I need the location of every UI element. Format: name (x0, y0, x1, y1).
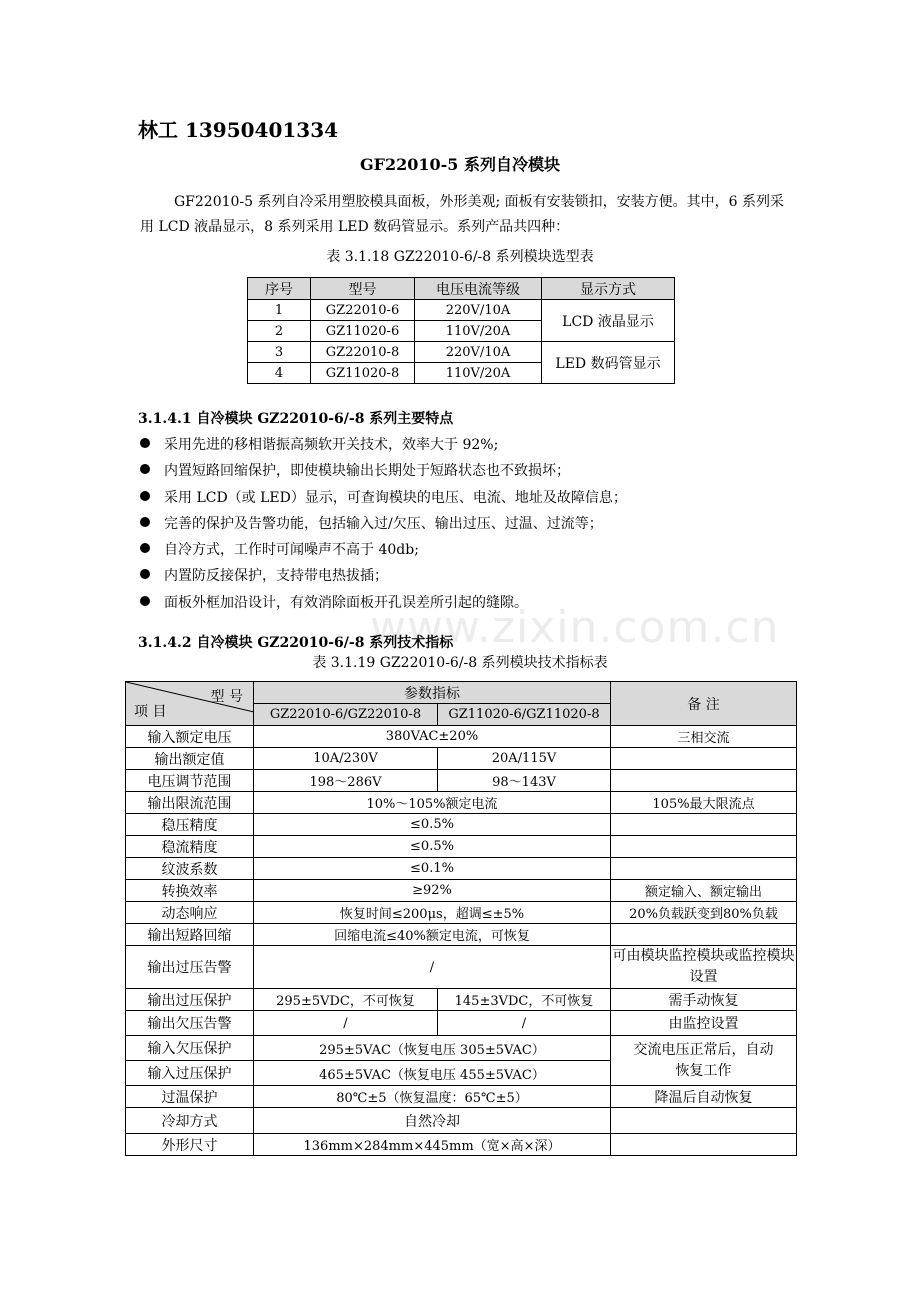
bullet-icon (140, 464, 150, 474)
row-label: 输出欠压告警 (126, 1011, 254, 1036)
row-remark (611, 748, 797, 770)
row-model: GZ22010-6 (311, 300, 415, 321)
corner-label-model: 型 号 (210, 689, 243, 705)
row-label: 转换效率 (126, 880, 254, 902)
row-remark (611, 814, 797, 836)
row-value: 80℃±5（恢复温度：65℃±5） (254, 1086, 611, 1108)
bullet-icon (140, 438, 150, 448)
row-index: 4 (248, 363, 311, 384)
list-item (140, 537, 627, 563)
row-remark (611, 836, 797, 858)
table-row (126, 1108, 797, 1134)
col-a-header: GZ22010-6/GZ22010-8 (254, 704, 438, 726)
table2-caption: 表 3.1.19 GZ22010-6/-8 系列模块技术指标表 (312, 655, 608, 671)
table-row (126, 946, 797, 989)
document-title: GF22010-5 系列自冷模块 (359, 155, 561, 174)
row-rating: 110V/20A (415, 363, 542, 384)
table-row (126, 792, 797, 814)
section-heading-specs: 3.1.4.2 自冷模块 GZ22010-6/-8 系列技术指标 (138, 635, 454, 651)
table-row (126, 924, 797, 946)
row-label: 输出过压保护 (126, 989, 254, 1011)
row-value: ≤0.5% (254, 814, 611, 836)
row-label: 稳流精度 (126, 836, 254, 858)
row-value-b: 145±3VDC，不可恢复 (438, 989, 611, 1011)
row-value: 295±5VAC（恢复电压 305±5VAC） (254, 1036, 611, 1061)
row-remark: 105%最大限流点 (611, 792, 797, 814)
row-remark: 交流电压正常后，自动恢复工作 (611, 1036, 797, 1086)
row-value: / (254, 946, 611, 989)
table-row (126, 1036, 797, 1061)
row-value: 136mm×284mm×445mm（宽×高×深） (254, 1134, 611, 1156)
row-remark (611, 924, 797, 946)
row-remark: 20%负载跃变到80%负载 (611, 902, 797, 924)
row-remark: 由监控设置 (611, 1011, 797, 1036)
row-value-b: / (438, 1011, 611, 1036)
row-model: GZ11020-8 (311, 363, 415, 384)
section-heading-features: 3.1.4.1 自冷模块 GZ22010-6/-8 系列主要特点 (138, 411, 454, 427)
table-row (126, 770, 797, 792)
header-model: 型号 (311, 278, 415, 300)
table-row (126, 989, 797, 1011)
table-row (248, 342, 675, 363)
corner-label-item: 项 目 (134, 704, 167, 720)
row-value: 自然冷却 (254, 1108, 611, 1134)
row-label: 外形尺寸 (126, 1134, 254, 1156)
spec-header-row (126, 682, 797, 704)
row-label: 输出额定值 (126, 748, 254, 770)
row-value-b: 20A/115V (438, 748, 611, 770)
feature-list (140, 432, 627, 616)
row-label: 输入过压保护 (126, 1061, 254, 1086)
row-value-b: 98～143V (438, 770, 611, 792)
row-label: 纹波系数 (126, 858, 254, 880)
row-value: 465±5VAC（恢复电压 455±5VAC） (254, 1061, 611, 1086)
row-index: 1 (248, 300, 311, 321)
list-item (140, 563, 627, 589)
row-remark (611, 1134, 797, 1156)
corner-header-cell (126, 682, 254, 726)
table-row (126, 836, 797, 858)
row-remark (611, 858, 797, 880)
row-label: 过温保护 (126, 1086, 254, 1108)
row-value-a: / (254, 1011, 438, 1036)
list-item (140, 511, 627, 537)
table-row (126, 1134, 797, 1156)
list-item (140, 458, 627, 484)
row-remark: 降温后自动恢复 (611, 1086, 797, 1108)
selection-table (247, 277, 675, 384)
row-value-a: 198～286V (254, 770, 438, 792)
row-label: 输出限流范围 (126, 792, 254, 814)
header-rating: 电压电流等级 (415, 278, 542, 300)
feature-text: 内置防反接保护，支持带电热拔插； (164, 568, 388, 585)
bullet-icon (140, 596, 150, 606)
intro-paragraph: GF22010-5 系列自冷采用塑胶模具面板，外形美观; 面板有安装锁扣，安装方便。其中，6 系列采用 LCD 液晶显示，8 系列采用 LED 数码管显示。系列产品共四种： (140, 194, 785, 235)
row-remark: 额定输入、额定输出 (611, 880, 797, 902)
display-led: LED 数码管显示 (542, 342, 675, 384)
list-item (140, 432, 627, 458)
row-label: 电压调节范围 (126, 770, 254, 792)
feature-text: 采用 LCD（或 LED）显示，可查询模块的电压、电流、地址及故障信息； (164, 489, 627, 506)
row-label: 输出过压告警 (126, 946, 254, 989)
row-label: 稳压精度 (126, 814, 254, 836)
spec-table (125, 681, 797, 1156)
table-row (126, 858, 797, 880)
row-value: ≥92% (254, 880, 611, 902)
table1-caption: 表 3.1.18 GZ22010-6/-8 系列模块选型表 (326, 249, 594, 265)
row-value: 回缩电流≤40%额定电流，可恢复 (254, 924, 611, 946)
row-remark: 三相交流 (611, 726, 797, 748)
table-row (248, 300, 675, 321)
table-row (126, 1086, 797, 1108)
row-model: GZ22010-8 (311, 342, 415, 363)
row-remark (611, 1108, 797, 1134)
row-label: 输出短路回缩 (126, 924, 254, 946)
row-value: 10%～105%额定电流 (254, 792, 611, 814)
bullet-icon (140, 491, 150, 501)
table-row (126, 748, 797, 770)
table-row (126, 880, 797, 902)
row-value-a: 295±5VDC，不可恢复 (254, 989, 438, 1011)
param-header: 参数指标 (254, 682, 611, 704)
row-label: 输入额定电压 (126, 726, 254, 748)
watermark: www.zixin.com.cn (370, 602, 780, 653)
row-remark: 需手动恢复 (611, 989, 797, 1011)
feature-text: 采用先进的移相谐振高频软开关技术，效率大于 92%; (164, 437, 499, 453)
bullet-icon (140, 569, 150, 579)
bullet-icon (140, 543, 150, 553)
row-rating: 220V/10A (415, 300, 542, 321)
row-index: 3 (248, 342, 311, 363)
table-header-row (248, 278, 675, 300)
table-row (126, 1011, 797, 1036)
feature-text: 内置短路回缩保护，即使模块输出长期处于短路状态也不致损坏； (164, 463, 570, 480)
header-display: 显示方式 (542, 278, 675, 300)
row-remark: 可由模块监控模块或监控模块设置 (611, 946, 797, 989)
row-index: 2 (248, 321, 311, 342)
list-item (140, 485, 627, 511)
feature-text: 自冷方式，工作时可闻噪声不高于 40db; (164, 542, 419, 559)
col-b-header: GZ11020-6/GZ11020-8 (438, 704, 611, 726)
feature-text: 完善的保护及告警功能，包括输入过/欠压、输出过压、过温、过流等； (164, 515, 603, 532)
row-value: 380VAC±20% (254, 726, 611, 748)
header-index: 序号 (248, 278, 311, 300)
row-value: ≤0.5% (254, 836, 611, 858)
row-label: 动态响应 (126, 902, 254, 924)
row-label: 输入欠压保护 (126, 1036, 254, 1061)
row-remark (611, 770, 797, 792)
table-row (126, 814, 797, 836)
table-row (126, 902, 797, 924)
contact-line: 林工 13950401334 (138, 118, 339, 142)
row-label: 冷却方式 (126, 1108, 254, 1134)
row-rating: 220V/10A (415, 342, 542, 363)
display-lcd: LCD 液晶显示 (542, 300, 675, 342)
bullet-icon (140, 517, 150, 527)
row-value: 恢复时间≤200μs，超调≤±5% (254, 902, 611, 924)
remark-header: 备 注 (611, 682, 797, 726)
row-value-a: 10A/230V (254, 748, 438, 770)
row-value: ≤0.1% (254, 858, 611, 880)
row-model: GZ11020-6 (311, 321, 415, 342)
row-rating: 110V/20A (415, 321, 542, 342)
feature-text: 面板外框加沿设计，有效消除面板开孔误差所引起的缝隙。 (164, 594, 528, 611)
